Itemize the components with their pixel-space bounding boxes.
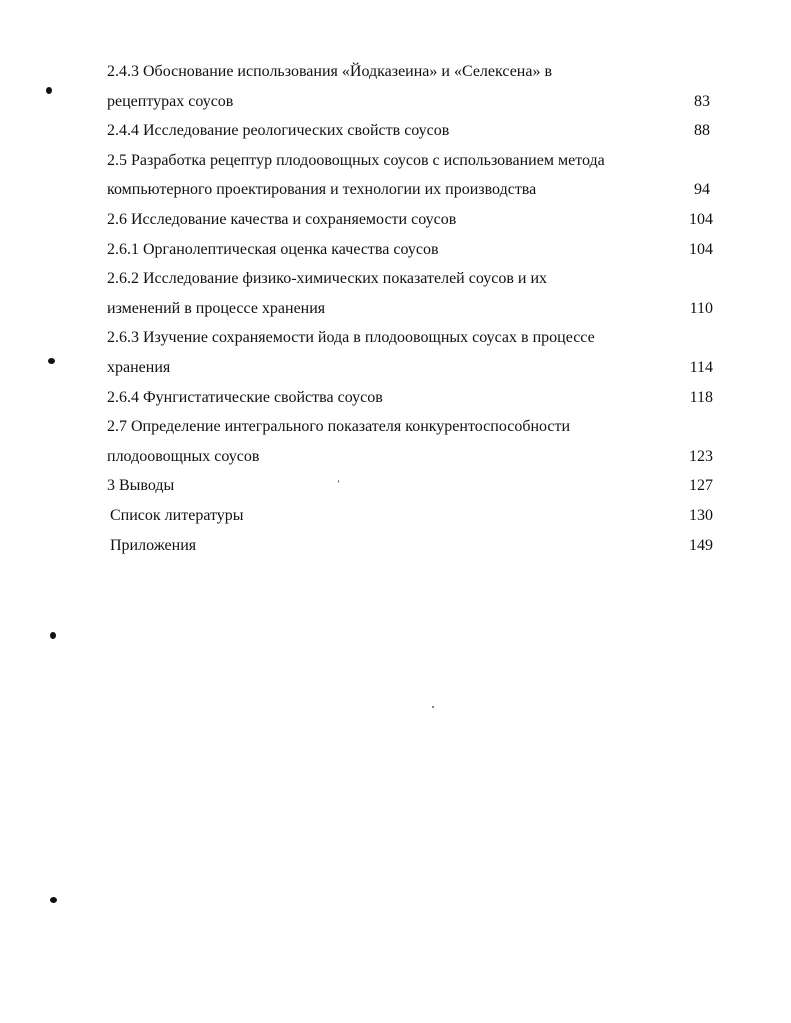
toc-line bbox=[107, 57, 713, 87]
toc-line bbox=[107, 175, 713, 205]
toc-line bbox=[107, 412, 713, 442]
toc-line bbox=[107, 264, 713, 294]
toc-page-number: 130 bbox=[689, 506, 713, 524]
toc-entry-text: плодоовощных соусов bbox=[107, 447, 260, 465]
toc-page-number: 104 bbox=[689, 210, 713, 228]
toc-line bbox=[107, 146, 713, 176]
toc-entry-text: 2.7 Определение интегрального показателя конкурентоспособности bbox=[107, 418, 571, 436]
toc-page-number: 83 bbox=[694, 92, 710, 110]
toc-line bbox=[107, 294, 713, 324]
toc-entry-text: 2.6.2 Исследование физико-химических показателей соусов и их bbox=[107, 270, 547, 288]
toc-line bbox=[107, 87, 713, 117]
toc-entry-text: рецептурах соусов bbox=[107, 92, 234, 110]
toc-entry-text: Список литературы bbox=[110, 506, 244, 524]
toc-page-number: 114 bbox=[689, 358, 713, 376]
toc-line bbox=[107, 531, 713, 561]
toc-entry-text: 3 Выводы bbox=[107, 477, 175, 495]
toc-page-number: 104 bbox=[689, 240, 713, 258]
toc-line bbox=[107, 353, 713, 383]
toc-entry-text: Приложения bbox=[110, 536, 197, 554]
toc-entry-text: компьютерного проектирования и технологии их производства bbox=[107, 181, 537, 199]
toc-page-number: 118 bbox=[689, 388, 713, 406]
toc-page-number: 127 bbox=[689, 477, 713, 495]
toc-line bbox=[107, 442, 713, 472]
toc-line bbox=[107, 116, 713, 146]
toc-entry-text: 2.6.4 Фунгистатические свойства соусов bbox=[107, 388, 383, 406]
scan-speck bbox=[432, 706, 434, 708]
table-of-contents bbox=[107, 57, 713, 560]
binding-mark bbox=[46, 87, 52, 94]
toc-line bbox=[107, 501, 713, 531]
binding-mark bbox=[48, 358, 55, 364]
toc-line bbox=[107, 383, 713, 413]
toc-entry-text: 2.4.4 Исследование реологических свойств соусов bbox=[107, 122, 450, 140]
toc-line bbox=[107, 235, 713, 265]
toc-entry-text: 2.5 Разработка рецептур плодоовощных соусов с использованием метода bbox=[107, 151, 605, 169]
binding-mark bbox=[50, 897, 57, 903]
toc-page-number: 149 bbox=[689, 536, 713, 554]
binding-mark bbox=[50, 632, 56, 639]
toc-entry-text: хранения bbox=[107, 358, 171, 376]
toc-entry-text: 2.4.3 Обоснование использования «Йодказеина» и «Селексена» в bbox=[107, 63, 553, 80]
toc-entry-text: 2.6 Исследование качества и сохраняемости соусов bbox=[107, 210, 457, 228]
toc-line bbox=[107, 205, 713, 235]
toc-entry-text: изменений в процессе хранения bbox=[107, 299, 326, 317]
toc-line bbox=[107, 323, 713, 353]
toc-page-number: 88 bbox=[694, 122, 710, 140]
toc-page-number: 123 bbox=[689, 447, 713, 465]
toc-entry-text: 2.6.1 Органолептическая оценка качества соусов bbox=[107, 240, 439, 258]
toc-page-number: 94 bbox=[694, 181, 710, 199]
toc-line bbox=[107, 471, 713, 501]
toc-entry-text: 2.6.3 Изучение сохраняемости йода в плодоовощных соусах в процессе bbox=[107, 329, 595, 347]
toc-page-number: 110 bbox=[689, 299, 713, 317]
